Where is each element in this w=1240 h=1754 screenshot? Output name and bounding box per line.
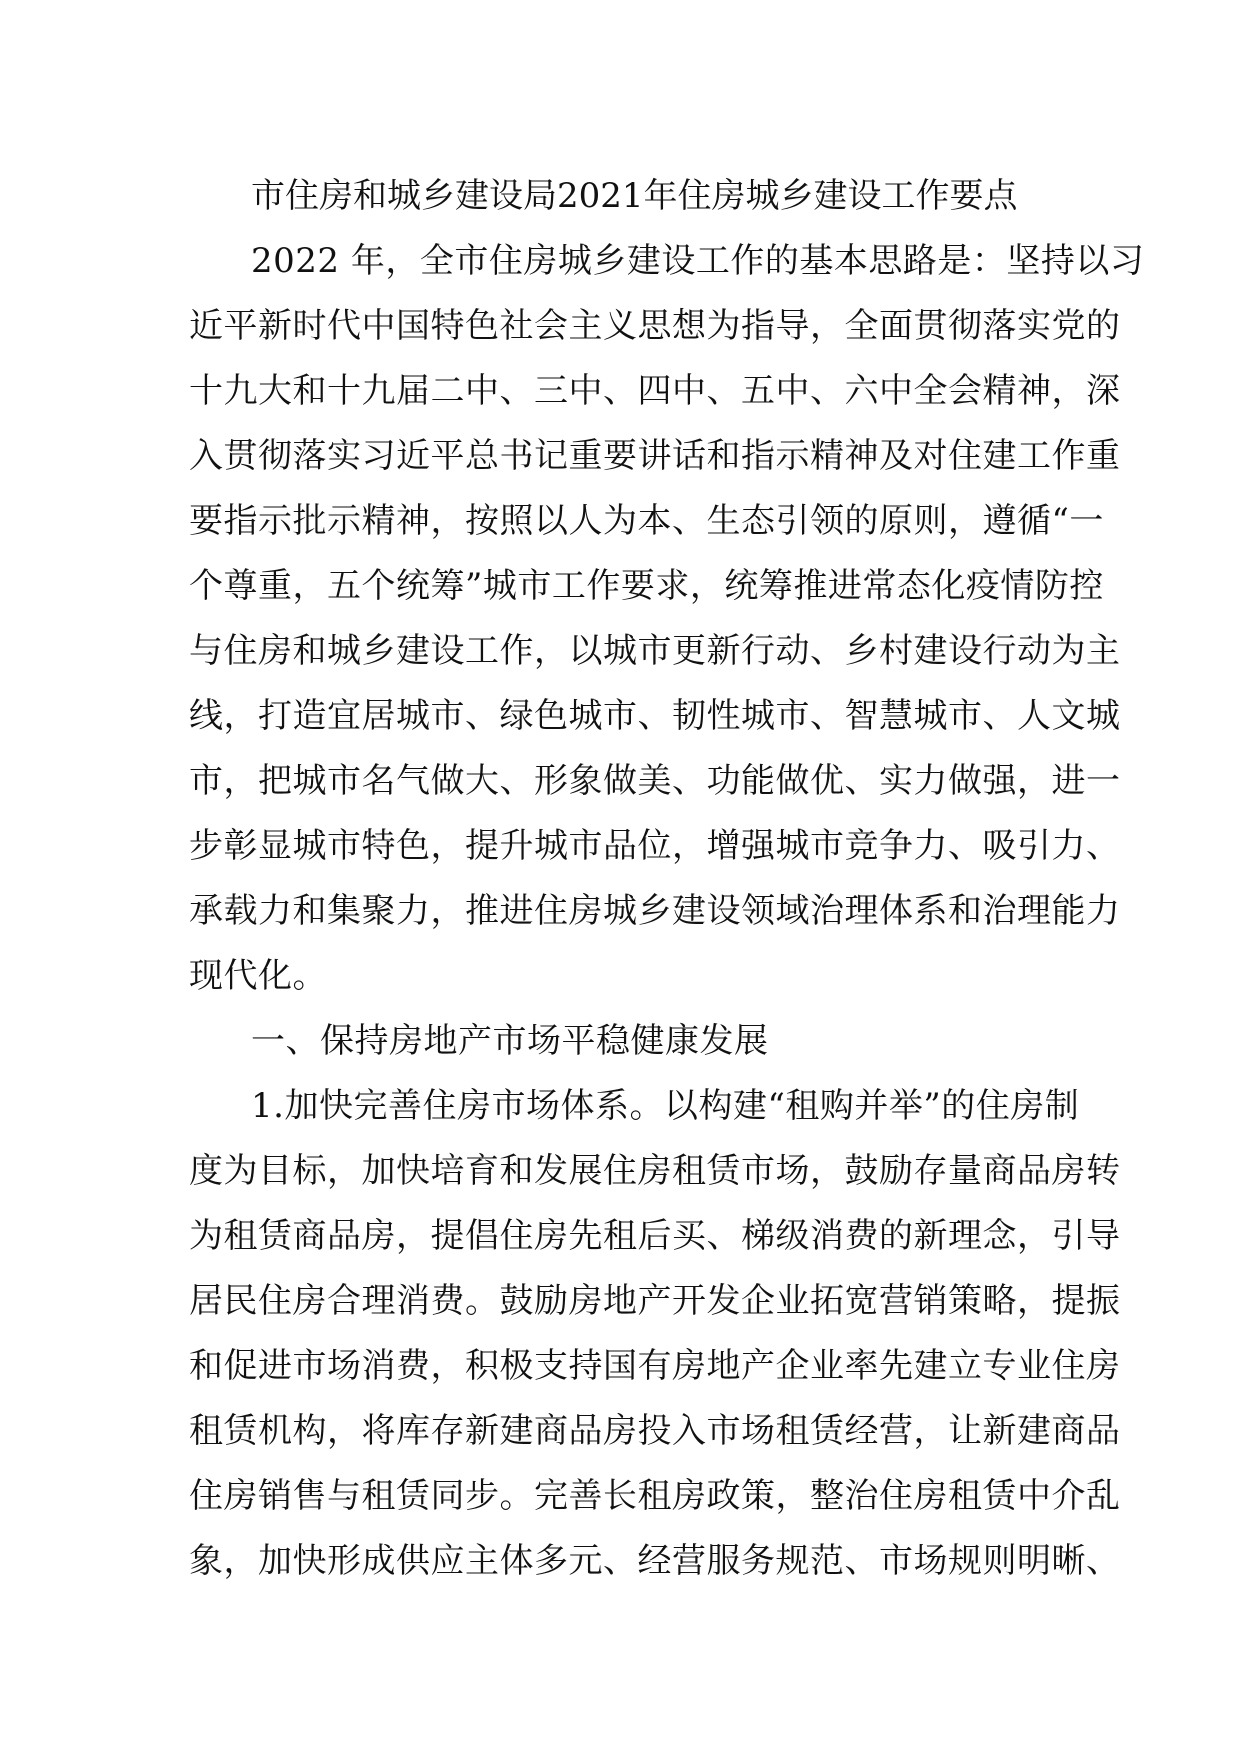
paragraph-line: 要指示批示精神，按照以人为本、生态引领的原则，遵循“一 [189, 501, 1104, 541]
paragraph-line: 十九大和十九届二中、三中、四中、五中、六中全会精神，深 [189, 371, 1121, 411]
paragraph-line: 近平新时代中国特色社会主义思想为指导，全面贯彻落实党的 [189, 306, 1121, 346]
paragraph-line: 度为目标，加快培育和发展住房租赁市场，鼓励存量商品房转 [189, 1151, 1121, 1191]
paragraph-line: 线，打造宜居城市、绿色城市、韧性城市、智慧城市、人文城 [189, 696, 1121, 736]
paragraph-line: 与住房和城乡建设工作，以城市更新行动、乡村建设行动为主 [189, 631, 1121, 671]
paragraph-line: 和促进市场消费，积极支持国有房地产企业率先建立专业住房 [189, 1346, 1121, 1386]
paragraph-line: 租赁机构，将库存新建商品房投入市场租赁经营，让新建商品 [189, 1411, 1121, 1451]
paragraph-line: 市，把城市名气做大、形象做美、功能做优、实力做强，进一 [189, 761, 1121, 801]
paragraph-line: 为租赁商品房，提倡住房先租后买、梯级消费的新理念，引导 [189, 1216, 1121, 1256]
paragraph-line: 承载力和集聚力，推进住房城乡建设领域治理体系和治理能力 [189, 891, 1121, 931]
paragraph-line: 象，加快形成供应主体多元、经营服务规范、市场规则明晰、 [189, 1541, 1121, 1581]
paragraph-line: 步彰显城市特色，提升城市品位，增强城市竞争力、吸引力、 [189, 826, 1121, 866]
paragraph-line: 1.加快完善住房市场体系。以构建“租购并举”的住房制 [251, 1086, 1080, 1126]
document-title: 市住房和城乡建设局2021年住房城乡建设工作要点 [251, 176, 1018, 216]
section-heading: 一、保持房地产市场平稳健康发展 [251, 1021, 769, 1061]
paragraph-line: 居民住房合理消费。鼓励房地产开发企业拓宽营销策略，提振 [189, 1281, 1121, 1321]
document-body [189, 164, 1145, 1594]
paragraph-line: 现代化。 [189, 956, 327, 996]
paragraph-line: 2022 年，全市住房城乡建设工作的基本思路是：坚持以习 [251, 241, 1145, 281]
paragraph-line: 个尊重，五个统筹”城市工作要求，统筹推进常态化疫情防控 [189, 566, 1104, 606]
paragraph-line: 入贯彻落实习近平总书记重要讲话和指示精神及对住建工作重 [189, 436, 1121, 476]
paragraph-line: 住房销售与租赁同步。完善长租房政策，整治住房租赁中介乱 [189, 1476, 1121, 1516]
